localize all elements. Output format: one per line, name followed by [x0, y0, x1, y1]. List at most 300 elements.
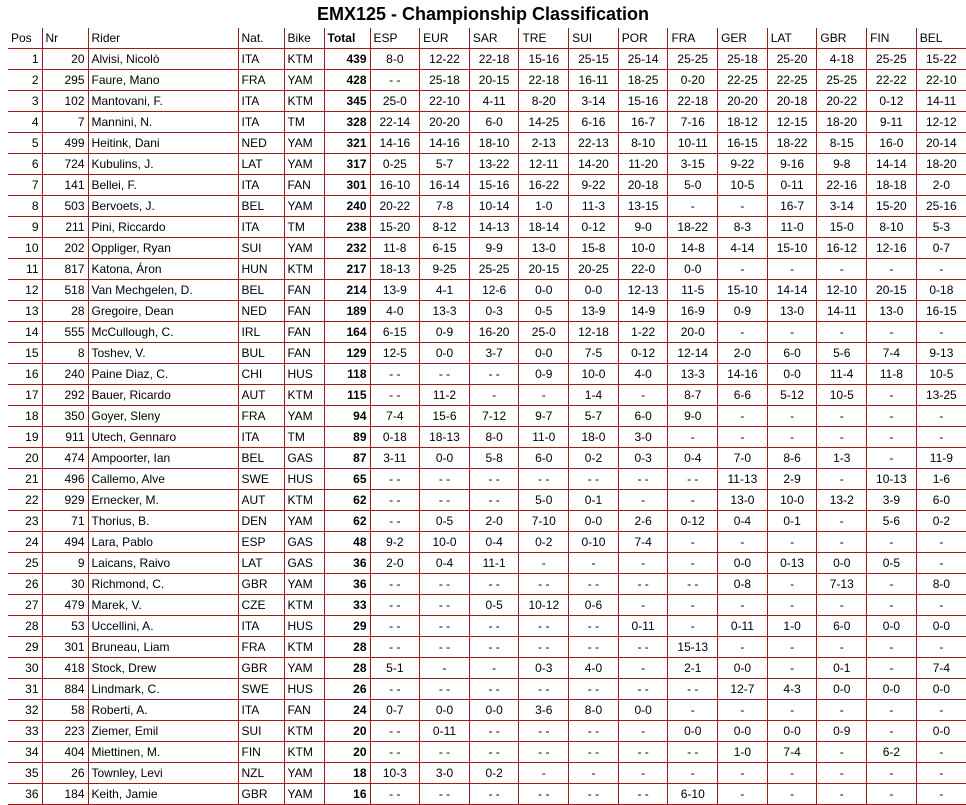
cell-round-result: 0-0 [519, 343, 569, 364]
cell-nat: GBR [238, 574, 284, 595]
cell-round-result: 10-13 [867, 469, 917, 490]
cell-round-result: - - [420, 490, 470, 511]
cell-bike: KTM [284, 259, 324, 280]
cell-round-result: 7-10 [519, 511, 569, 532]
cell-round-result: - [916, 553, 966, 574]
cell-round-result: 9-22 [569, 175, 619, 196]
cell-round-result: - [718, 532, 768, 553]
classification-table [8, 28, 966, 805]
cell-round-result: - [916, 784, 966, 805]
cell-nat: ITA [238, 112, 284, 133]
cell-round-result: 6-0 [618, 406, 668, 427]
cell-bike: HUS [284, 616, 324, 637]
cell-nr: 223 [42, 721, 88, 742]
cell-round-result: - - [420, 595, 470, 616]
cell-round-result: 8-6 [767, 448, 817, 469]
cell-round-result: - - [569, 679, 619, 700]
table-row [8, 469, 966, 490]
cell-rider: Oppliger, Ryan [88, 238, 238, 259]
cell-round-result: - [817, 469, 867, 490]
cell-pos: 13 [8, 301, 42, 322]
cell-pos: 15 [8, 343, 42, 364]
cell-round-result: 2-0 [370, 553, 420, 574]
cell-round-result: 5-0 [668, 175, 718, 196]
cell-nat: ITA [238, 217, 284, 238]
cell-total: 189 [324, 301, 370, 322]
cell-round-result: - [916, 259, 966, 280]
cell-round-result: - [817, 427, 867, 448]
cell-round-result: - [916, 700, 966, 721]
cell-rider: Lara, Pablo [88, 532, 238, 553]
cell-nr: 724 [42, 154, 88, 175]
cell-round-result: - [867, 658, 917, 679]
cell-pos: 33 [8, 721, 42, 742]
cell-total: 115 [324, 385, 370, 406]
cell-round-result: 0-25 [370, 154, 420, 175]
cell-round-result: 15-13 [668, 637, 718, 658]
cell-round-result: - [718, 700, 768, 721]
cell-pos: 30 [8, 658, 42, 679]
cell-round-result: 0-0 [420, 343, 470, 364]
cell-round-result: 8-12 [420, 217, 470, 238]
cell-round-result: - - [469, 721, 519, 742]
cell-round-result: 7-16 [668, 112, 718, 133]
cell-bike: GAS [284, 532, 324, 553]
cell-round-result: 5-3 [916, 217, 966, 238]
cell-pos: 36 [8, 784, 42, 805]
cell-round-result: 0-0 [718, 721, 768, 742]
cell-round-result: 9-25 [420, 259, 470, 280]
cell-round-result: - - [370, 385, 420, 406]
cell-round-result: 14-11 [817, 301, 867, 322]
cell-round-result: - - [370, 595, 420, 616]
cell-round-result: 13-22 [469, 154, 519, 175]
cell-round-result: 4-3 [767, 679, 817, 700]
cell-round-result: 20-14 [916, 133, 966, 154]
cell-round-result: 9-0 [668, 406, 718, 427]
cell-round-result: - [767, 763, 817, 784]
cell-nr: 20 [42, 49, 88, 70]
cell-round-result: - [916, 427, 966, 448]
cell-round-result: - [668, 427, 718, 448]
cell-nat: HUN [238, 259, 284, 280]
table-row [8, 217, 966, 238]
cell-pos: 23 [8, 511, 42, 532]
cell-round-result: 8-0 [569, 700, 619, 721]
cell-round-result: 11-0 [767, 217, 817, 238]
cell-round-result: - - [469, 616, 519, 637]
cell-round-result: - - [519, 679, 569, 700]
cell-round-result: - [867, 259, 917, 280]
cell-rider: Toshev, V. [88, 343, 238, 364]
cell-total: 28 [324, 637, 370, 658]
cell-round-result: - [867, 385, 917, 406]
cell-round-result: 0-2 [469, 763, 519, 784]
cell-round-result: 0-0 [767, 721, 817, 742]
cell-nr: 28 [42, 301, 88, 322]
cell-round-result: 9-8 [817, 154, 867, 175]
cell-round-result: - [817, 637, 867, 658]
cell-round-result: - [668, 763, 718, 784]
cell-round-result: 22-18 [469, 49, 519, 70]
cell-round-result: 7-4 [370, 406, 420, 427]
cell-round-result: 12-5 [370, 343, 420, 364]
cell-nat: ESP [238, 532, 284, 553]
cell-round-result: 18-20 [817, 112, 867, 133]
cell-round-result: 9-13 [916, 343, 966, 364]
header-round-fin: FIN [867, 28, 917, 49]
cell-round-result: 3-0 [618, 427, 668, 448]
cell-total: 29 [324, 616, 370, 637]
cell-round-result: - [469, 658, 519, 679]
table-row [8, 49, 966, 70]
cell-round-result: 0-3 [469, 301, 519, 322]
cell-round-result: 0-1 [767, 511, 817, 532]
cell-round-result: 0-2 [569, 448, 619, 469]
cell-round-result: 13-2 [817, 490, 867, 511]
header-round-fra: FRA [668, 28, 718, 49]
cell-round-result: 6-0 [767, 343, 817, 364]
cell-rider: Bellei, F. [88, 175, 238, 196]
cell-round-result: 11-8 [867, 364, 917, 385]
header-round-tre: TRE [519, 28, 569, 49]
cell-nat: CZE [238, 595, 284, 616]
cell-nat: ITA [238, 49, 284, 70]
cell-nr: 26 [42, 763, 88, 784]
cell-rider: Bauer, Ricardo [88, 385, 238, 406]
cell-round-result: 13-3 [420, 301, 470, 322]
cell-round-result: - [618, 763, 668, 784]
table-row [8, 112, 966, 133]
cell-round-result: - - [618, 574, 668, 595]
cell-round-result: 22-16 [817, 175, 867, 196]
header-nat: Nat. [238, 28, 284, 49]
cell-rider: Uccellini, A. [88, 616, 238, 637]
cell-round-result: - - [420, 574, 470, 595]
cell-round-result: 14-9 [618, 301, 668, 322]
page-title: EMX125 - Championship Classification [316, 4, 650, 24]
cell-bike: GAS [284, 448, 324, 469]
cell-rider: Ziemer, Emil [88, 721, 238, 742]
cell-round-result: 13-0 [718, 490, 768, 511]
cell-round-result: 10-0 [569, 364, 619, 385]
cell-round-result: - [867, 448, 917, 469]
cell-round-result: - [519, 763, 569, 784]
cell-round-result: 25-18 [420, 70, 470, 91]
cell-round-result: 10-12 [519, 595, 569, 616]
cell-round-result: 2-6 [618, 511, 668, 532]
cell-round-result: 11-5 [668, 280, 718, 301]
cell-round-result: 15-0 [817, 217, 867, 238]
cell-round-result: 0-0 [867, 616, 917, 637]
cell-round-result: 13-25 [916, 385, 966, 406]
cell-round-result: 8-3 [718, 217, 768, 238]
cell-nr: 499 [42, 133, 88, 154]
cell-round-result: - [668, 490, 718, 511]
header-rider: Rider [88, 28, 238, 49]
cell-round-result: - - [519, 616, 569, 637]
header-round-sar: SAR [469, 28, 519, 49]
cell-round-result: 0-12 [668, 511, 718, 532]
cell-nat: FRA [238, 70, 284, 91]
table-row [8, 511, 966, 532]
cell-round-result: 0-1 [817, 658, 867, 679]
cell-round-result: - - [370, 511, 420, 532]
cell-round-result: - [718, 763, 768, 784]
cell-round-result: 18-25 [618, 70, 668, 91]
cell-rider: Heitink, Dani [88, 133, 238, 154]
cell-round-result: 0-0 [718, 658, 768, 679]
cell-nr: 474 [42, 448, 88, 469]
cell-pos: 28 [8, 616, 42, 637]
cell-nr: 71 [42, 511, 88, 532]
cell-round-result: 14-11 [916, 91, 966, 112]
cell-round-result: 10-5 [817, 385, 867, 406]
cell-nr: 53 [42, 616, 88, 637]
cell-round-result: 22-10 [420, 91, 470, 112]
cell-round-result: - [916, 763, 966, 784]
cell-round-result: 0-18 [370, 427, 420, 448]
cell-round-result: 13-15 [618, 196, 668, 217]
table-row [8, 133, 966, 154]
cell-round-result: - [916, 637, 966, 658]
cell-rider: Townley, Levi [88, 763, 238, 784]
cell-round-result: 0-0 [420, 700, 470, 721]
cell-rider: Richmond, C. [88, 574, 238, 595]
cell-round-result: - [718, 784, 768, 805]
cell-total: 36 [324, 574, 370, 595]
cell-round-result: - - [469, 742, 519, 763]
cell-round-result: 20-18 [618, 175, 668, 196]
header-round-ger: GER [718, 28, 768, 49]
header-round-lat: LAT [767, 28, 817, 49]
table-row [8, 448, 966, 469]
cell-pos: 18 [8, 406, 42, 427]
cell-round-result: 13-0 [767, 301, 817, 322]
cell-nr: 9 [42, 553, 88, 574]
cell-round-result: 20-22 [817, 91, 867, 112]
cell-round-result: 5-1 [370, 658, 420, 679]
table-row [8, 553, 966, 574]
cell-round-result: 18-0 [569, 427, 619, 448]
cell-nr: 295 [42, 70, 88, 91]
cell-round-result: 1-3 [817, 448, 867, 469]
cell-nr: 292 [42, 385, 88, 406]
cell-round-result: - [867, 532, 917, 553]
cell-round-result: 3-9 [867, 490, 917, 511]
cell-round-result: 1-0 [519, 196, 569, 217]
cell-round-result: - - [569, 721, 619, 742]
cell-nat: ITA [238, 616, 284, 637]
cell-round-result: - - [618, 784, 668, 805]
cell-round-result: 0-20 [668, 70, 718, 91]
cell-round-result: 3-14 [817, 196, 867, 217]
cell-round-result: 2-0 [469, 511, 519, 532]
cell-bike: YAM [284, 574, 324, 595]
cell-round-result: 6-0 [916, 490, 966, 511]
cell-round-result: 3-7 [469, 343, 519, 364]
cell-round-result: 7-4 [867, 343, 917, 364]
cell-round-result: 1-6 [916, 469, 966, 490]
cell-round-result: 14-16 [718, 364, 768, 385]
cell-pos: 26 [8, 574, 42, 595]
cell-round-result: - - [519, 721, 569, 742]
cell-total: 129 [324, 343, 370, 364]
cell-round-result: - [817, 742, 867, 763]
cell-round-result: 22-0 [618, 259, 668, 280]
cell-round-result: - - [469, 574, 519, 595]
cell-round-result: 0-5 [519, 301, 569, 322]
cell-nat: FIN [238, 742, 284, 763]
cell-nat: DEN [238, 511, 284, 532]
table-row [8, 532, 966, 553]
cell-nr: 184 [42, 784, 88, 805]
cell-round-result: 0-9 [420, 322, 470, 343]
cell-rider: Paine Diaz, C. [88, 364, 238, 385]
cell-round-result: 16-11 [569, 70, 619, 91]
cell-round-result: 2-1 [668, 658, 718, 679]
header-pos: Pos [8, 28, 42, 49]
cell-round-result: 6-2 [867, 742, 917, 763]
cell-pos: 5 [8, 133, 42, 154]
cell-pos: 1 [8, 49, 42, 70]
cell-round-result: 15-20 [867, 196, 917, 217]
cell-round-result: 5-7 [420, 154, 470, 175]
cell-nr: 301 [42, 637, 88, 658]
cell-bike: HUS [284, 679, 324, 700]
cell-round-result: 22-18 [668, 91, 718, 112]
cell-round-result: - [668, 616, 718, 637]
cell-round-result: 15-6 [420, 406, 470, 427]
cell-round-result: 15-16 [519, 49, 569, 70]
cell-round-result: - [668, 553, 718, 574]
cell-round-result: 0-13 [767, 553, 817, 574]
cell-round-result: 16-15 [718, 133, 768, 154]
cell-round-result: 13-9 [370, 280, 420, 301]
cell-round-result: 12-16 [867, 238, 917, 259]
cell-round-result: 20-15 [519, 259, 569, 280]
cell-bike: YAM [284, 196, 324, 217]
cell-round-result: 10-14 [469, 196, 519, 217]
cell-round-result: - [767, 574, 817, 595]
cell-round-result: 4-18 [817, 49, 867, 70]
cell-round-result: - [618, 595, 668, 616]
cell-round-result: 8-20 [519, 91, 569, 112]
cell-round-result: - - [569, 574, 619, 595]
cell-round-result: 14-14 [867, 154, 917, 175]
table-row [8, 427, 966, 448]
cell-round-result: - [817, 532, 867, 553]
cell-round-result: 12-22 [420, 49, 470, 70]
header-round-bel: BEL [916, 28, 966, 49]
cell-round-result: 8-7 [668, 385, 718, 406]
cell-round-result: 0-12 [867, 91, 917, 112]
cell-pos: 19 [8, 427, 42, 448]
cell-rider: Callemo, Alve [88, 469, 238, 490]
cell-round-result: 18-12 [718, 112, 768, 133]
cell-nr: 240 [42, 364, 88, 385]
cell-round-result: 0-10 [569, 532, 619, 553]
cell-round-result: - [767, 406, 817, 427]
cell-round-result: 0-2 [519, 532, 569, 553]
cell-round-result: 22-25 [718, 70, 768, 91]
cell-round-result: - [668, 595, 718, 616]
cell-round-result: - [519, 385, 569, 406]
cell-round-result: 5-8 [469, 448, 519, 469]
cell-pos: 17 [8, 385, 42, 406]
cell-bike: KTM [284, 490, 324, 511]
cell-round-result: 13-0 [519, 238, 569, 259]
cell-round-result: 0-8 [718, 574, 768, 595]
table-row [8, 196, 966, 217]
cell-round-result: 15-22 [916, 49, 966, 70]
cell-bike: YAM [284, 133, 324, 154]
cell-pos: 14 [8, 322, 42, 343]
cell-round-result: 0-5 [469, 595, 519, 616]
cell-total: 16 [324, 784, 370, 805]
cell-rider: Stock, Drew [88, 658, 238, 679]
cell-round-result: - [916, 532, 966, 553]
cell-round-result: 12-12 [916, 112, 966, 133]
cell-total: 18 [324, 763, 370, 784]
cell-round-result: - [916, 406, 966, 427]
cell-round-result: 16-22 [519, 175, 569, 196]
cell-round-result: 25-0 [519, 322, 569, 343]
cell-round-result: 0-0 [867, 679, 917, 700]
cell-nr: 404 [42, 742, 88, 763]
cell-bike: KTM [284, 49, 324, 70]
cell-rider: Faure, Mano [88, 70, 238, 91]
cell-round-result: 8-15 [817, 133, 867, 154]
cell-round-result: 10-5 [718, 175, 768, 196]
cell-round-result: - - [569, 784, 619, 805]
cell-pos: 35 [8, 763, 42, 784]
table-row [8, 721, 966, 742]
cell-round-result: - - [370, 721, 420, 742]
cell-round-result: - [767, 700, 817, 721]
cell-round-result: 11-8 [370, 238, 420, 259]
cell-nat: FRA [238, 406, 284, 427]
cell-round-result: 16-14 [420, 175, 470, 196]
cell-pos: 7 [8, 175, 42, 196]
cell-rider: Keith, Jamie [88, 784, 238, 805]
cell-round-result: 16-10 [370, 175, 420, 196]
cell-round-result: 8-10 [867, 217, 917, 238]
cell-round-result: - [817, 763, 867, 784]
cell-nr: 58 [42, 700, 88, 721]
cell-nr: 141 [42, 175, 88, 196]
cell-round-result: 16-9 [668, 301, 718, 322]
cell-round-result: - - [370, 364, 420, 385]
cell-round-result: 18-14 [519, 217, 569, 238]
cell-round-result: 0-0 [668, 721, 718, 742]
cell-nat: BUL [238, 343, 284, 364]
cell-round-result: 0-0 [718, 553, 768, 574]
cell-round-result: 7-4 [767, 742, 817, 763]
cell-round-result: - - [668, 742, 718, 763]
cell-round-result: - [767, 322, 817, 343]
cell-total: 345 [324, 91, 370, 112]
table-row [8, 406, 966, 427]
cell-round-result: 25-18 [718, 49, 768, 70]
cell-nat: ITA [238, 91, 284, 112]
cell-nat: GBR [238, 658, 284, 679]
cell-bike: KTM [284, 742, 324, 763]
cell-nat: CHI [238, 364, 284, 385]
cell-round-result: 14-25 [519, 112, 569, 133]
cell-round-result: 0-4 [718, 511, 768, 532]
cell-bike: YAM [284, 406, 324, 427]
